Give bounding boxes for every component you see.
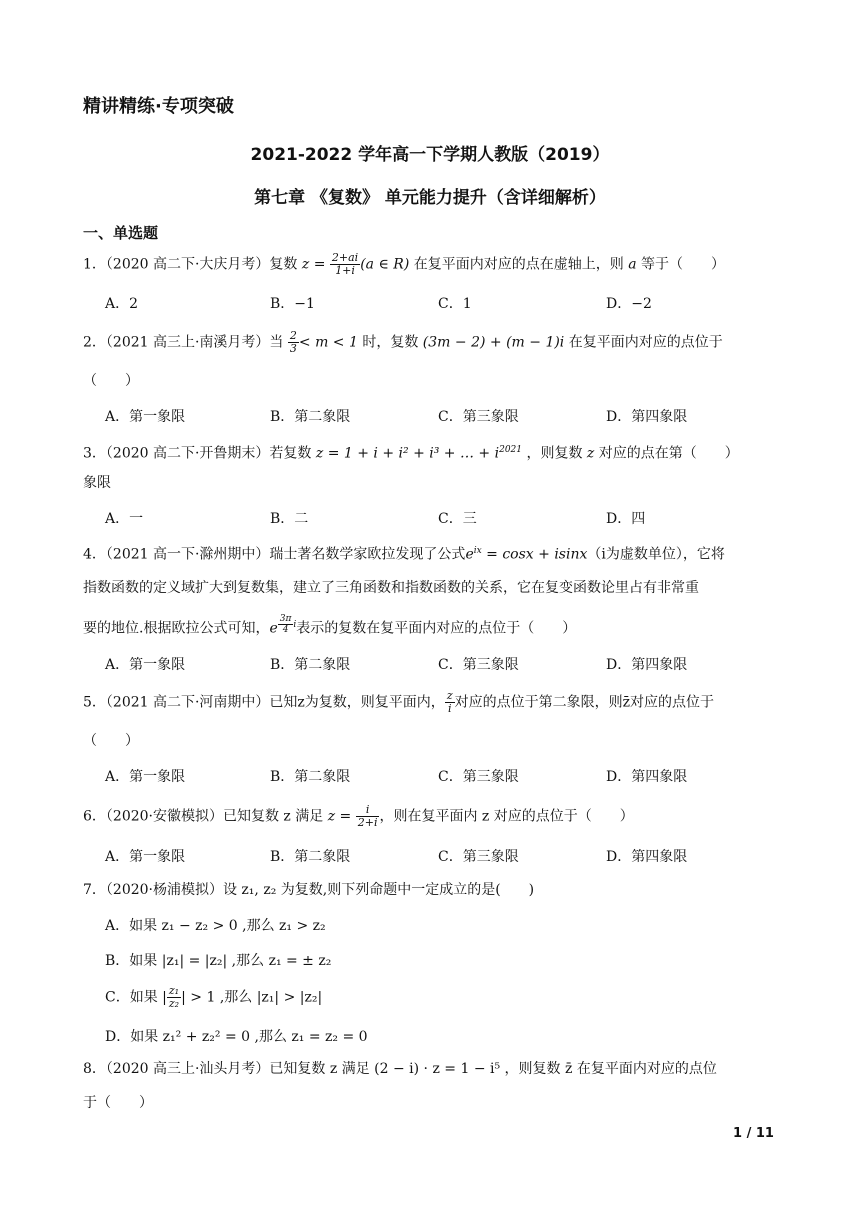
question-3-end2: 对应的点在第（ ）	[598, 445, 739, 462]
q3-option-a[interactable]: A．一	[105, 511, 144, 527]
question-3-source: 3．（2020 高二下·开鲁期末）若复数	[83, 445, 312, 462]
q3-option-c[interactable]: C．三	[438, 511, 477, 527]
q7-option-c-fraction: $\frac{\text{z₁}}{\text{z₂}}$	[168, 984, 180, 1010]
q4-option-a[interactable]: A．第一象限	[105, 657, 186, 673]
question-6-math: z =	[327, 808, 356, 825]
question-4-line2: 指数函数的定义域扩大到复数集，建立了三角函数和指数函数的关系，它在复变函数论里占有非常重	[83, 580, 699, 596]
question-5-text-end: 对应的点位于第二象限，则z̄对应的点位于	[454, 694, 714, 711]
document-title: 2021-2022 学年高一下学期人教版（2019）	[250, 145, 610, 165]
q6-option-d[interactable]: D．第四象限	[606, 849, 688, 865]
question-3-expr: z = 1 + i + i² + i³ + … + i	[315, 445, 500, 462]
q1-option-d[interactable]: D．−2	[606, 296, 652, 312]
q2-option-c[interactable]: C．第三象限	[438, 409, 519, 425]
question-4-e: e	[465, 546, 474, 563]
page-number: 1 / 11	[733, 1126, 774, 1141]
question-1-math-after: (a ∈ R)	[360, 256, 410, 273]
q1-option-c[interactable]: C．1	[438, 296, 472, 312]
question-4	[83, 542, 725, 564]
question-4-formula: = cosx + isinx	[481, 546, 588, 563]
q3-option-b[interactable]: B．二	[270, 511, 309, 527]
question-1-end: 等于（ ）	[641, 256, 725, 273]
q2-option-d[interactable]: D．第四象限	[606, 409, 688, 425]
brand-heading: 精讲精练·专项突破	[83, 96, 234, 117]
q5-option-c[interactable]: C．第三象限	[438, 769, 519, 785]
document-subtitle: 第七章 《复数》 单元能力提升（含详细解析）	[254, 188, 606, 208]
q1-option-b[interactable]: B．−1	[270, 296, 315, 312]
question-1-fraction: $\frac{2+ai}{1+i}$	[331, 251, 359, 277]
question-7: 7．（2020·杨浦模拟）设 z₁, z₂ 为复数,则下列命题中一定成立的是( )	[83, 882, 535, 898]
q7-option-a[interactable]: A．如果 z₁ − z₂ > 0 ,那么 z₁ > z₂	[105, 918, 326, 934]
question-5-text: 5．（2021 高二下·河南期中）已知z为复数，则复平面内，	[83, 694, 445, 711]
q4-option-c[interactable]: C．第三象限	[438, 657, 519, 673]
question-4-line3-end: 表示的复数在复平面内对应的点位于（ ）	[296, 620, 577, 637]
question-8-line2: 于（ ）	[83, 1095, 153, 1111]
question-4-line3-text: 要的地位.根据欧拉公式可知，	[83, 620, 270, 637]
question-2-line2: （ ）	[83, 373, 139, 389]
question-2-source: 2．（2021 高三上·南溪月考）当	[83, 334, 284, 351]
q1-option-a[interactable]: A．2	[105, 296, 139, 312]
q7-option-c[interactable]	[105, 985, 322, 1010]
q6-option-a[interactable]: A．第一象限	[105, 849, 186, 865]
q5-option-a[interactable]: A．第一象限	[105, 769, 186, 785]
question-1-math: z =	[301, 256, 330, 273]
question-4-line3: 要的地位.根据欧拉公式可知，e $^{\frac{3\pi}{4} i}$表示的复数在复平面内对应的点位于（ ）	[83, 614, 577, 637]
question-2-fraction: $\frac{2}{3}$	[289, 329, 297, 355]
q4-option-b[interactable]: B．第二象限	[270, 657, 351, 673]
question-2-expr: (3m − 2) + (m − 1)i	[422, 334, 565, 351]
question-3-end: ，则复数	[526, 445, 583, 462]
q7-option-c-text-end: | > 1 ,那么 |z₁| > |z₂|	[181, 989, 323, 1006]
question-5	[83, 690, 714, 715]
question-2-end: 在复平面内对应的点位于	[568, 334, 723, 351]
question-2	[83, 330, 723, 355]
question-3-line2: 象限	[83, 475, 111, 491]
question-6-fraction: $\frac{i}{2+i}$	[357, 803, 378, 829]
question-1-source: 1．（2020 高二下·大庆月考）复数	[83, 256, 298, 273]
question-8: 8．（2020 高三上·汕头月考）已知复数 z 满足 (2 − i) · z = 1 − i⁵ ，则复数 z̄ 在复平面内对应的点位	[83, 1061, 717, 1077]
question-1-var: a	[628, 256, 637, 273]
question-4-euler-e: e	[269, 620, 278, 637]
question-2-math-after: < m < 1	[298, 334, 358, 351]
q3-option-d[interactable]: D．四	[606, 511, 646, 527]
q4-option-d[interactable]: D．第四象限	[606, 657, 688, 673]
q2-option-b[interactable]: B．第二象限	[270, 409, 351, 425]
question-6	[83, 804, 634, 829]
question-4-exp-fraction: $\frac{3\pi}{4}$	[279, 614, 292, 635]
q5-option-d[interactable]: D．第四象限	[606, 769, 688, 785]
question-3-var: z	[586, 445, 595, 462]
question-6-text-end: ，则在复平面内 z 对应的点位于（ ）	[379, 808, 634, 825]
q5-option-b[interactable]: B．第二象限	[270, 769, 351, 785]
q2-option-a[interactable]: A．第一象限	[105, 409, 186, 425]
q7-option-d[interactable]: D．如果 z₁² + z₂² = 0 ,那么 z₁ = z₂ = 0	[105, 1029, 368, 1045]
q7-option-c-text: C．如果 |	[105, 989, 167, 1006]
q7-option-b[interactable]: B．如果 |z₁| = |z₂| ,那么 z₁ = ± z₂	[105, 953, 332, 969]
question-2-tail: 时，复数	[357, 334, 419, 351]
question-6-text: 6．（2020·安徽模拟）已知复数 z 满足	[83, 808, 324, 825]
q6-option-b[interactable]: B．第二象限	[270, 849, 351, 865]
question-1-tail: 在复平面内对应的点在虚轴上，则	[409, 256, 624, 273]
question-3	[83, 441, 739, 463]
question-3-exponent: 2021	[499, 445, 522, 455]
question-5-fraction: $\frac{z}{i}$	[446, 689, 453, 715]
section-heading: 一、单选题	[83, 224, 159, 242]
question-1	[83, 252, 725, 277]
question-4-text-end: （i为虚数单位），它将	[587, 546, 725, 563]
question-5-line2: （ ）	[83, 733, 139, 749]
question-4-exp: ix	[473, 546, 482, 556]
q6-option-c[interactable]: C．第三象限	[438, 849, 519, 865]
question-4-text: 4．（2021 高一下·滁州期中）瑞士著名数学家欧拉发现了公式	[83, 546, 466, 563]
